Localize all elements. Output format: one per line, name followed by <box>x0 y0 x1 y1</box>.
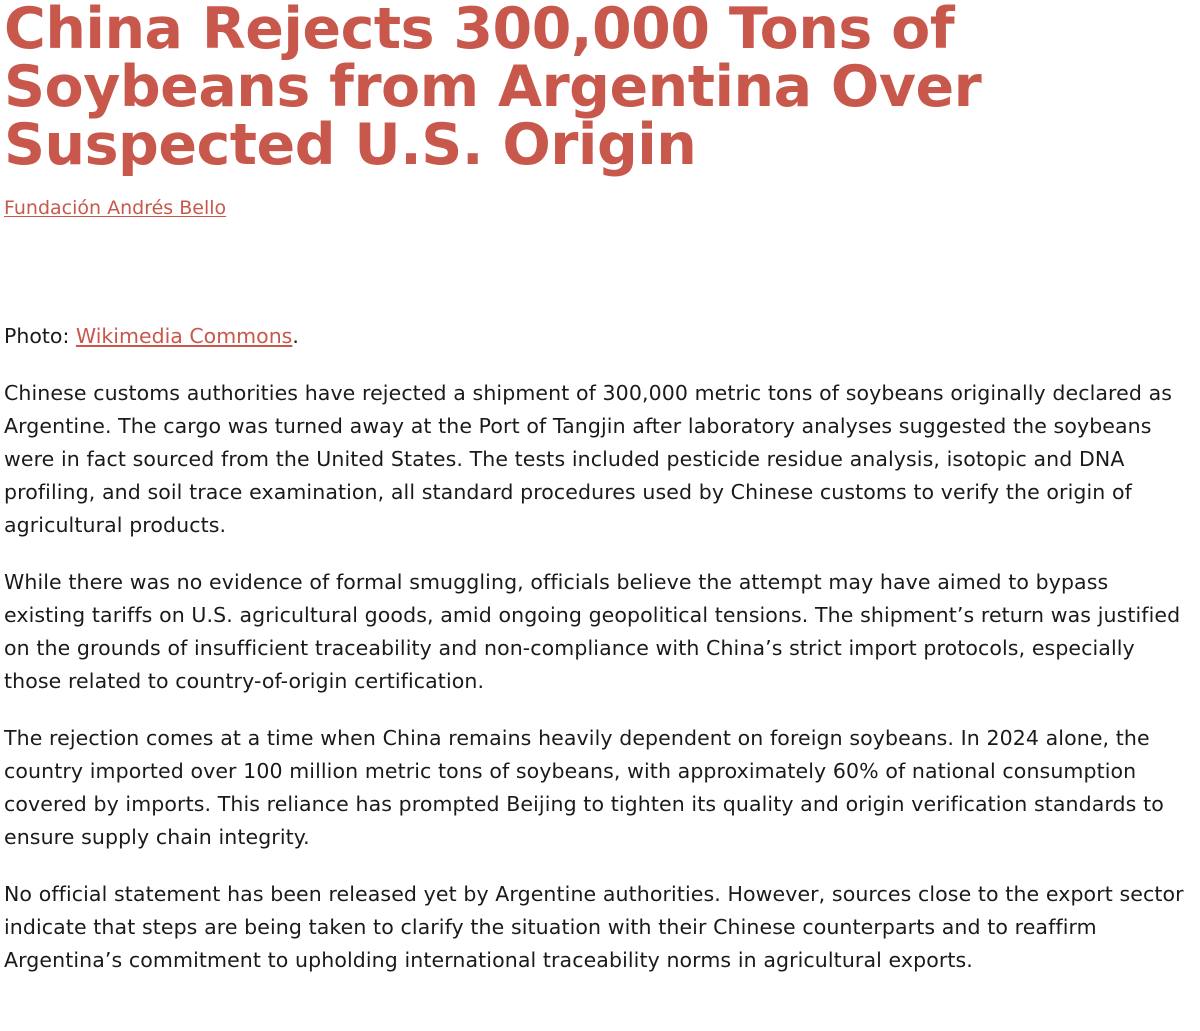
photo-credit-suffix: . <box>292 324 299 348</box>
body-paragraph: While there was no evidence of formal smuggling, officials believe the attempt may have aimed to bypass existing tariffs on U.S. agricultural goods, amid ongoing geopolitical tensions. The shipment’s return was justified on the grounds of insufficient traceability and non-compliance with China’s strict import protocols, especially those related to country-of-origin certification. <box>4 570 1181 693</box>
body-paragraph: The rejection comes at a time when China remains heavily dependent on foreign soybeans. In 2024 alone, the country imported over 100 million metric tons of soybeans, with approximately 60% of national consumption covered by imports. This reliance has prompted Beijing to tighten its quality and origin verification standards to ensure supply chain integrity. <box>4 726 1164 849</box>
article-title: China Rejects 300,000 Tons of Soybeans from Argentina Over Suspected U.S. Origin <box>4 0 982 178</box>
body-paragraph: No official statement has been released yet by Argentine authorities. However, sources close to the export sector indicate that steps are being taken to clarify the situation with their Chinese counterparts and to reaffirm Argentina’s commitment to upholding international traceability norms in agricultural exports. <box>4 882 1184 972</box>
byline <box>4 196 1196 220</box>
article <box>4 0 1196 977</box>
photo-credit-prefix: Photo: <box>4 324 76 348</box>
author-link[interactable]: Fundación Andrés Bello <box>4 197 227 219</box>
photo-source-link[interactable]: Wikimedia Commons <box>75 324 293 348</box>
body-paragraph: Chinese customs authorities have rejected a shipment of 300,000 metric tons of soybeans originally declared as Argentine. The cargo was turned away at the Port of Tangjin after laboratory analyses suggested the soybeans were in fact sourced from the United States. The tests included pesticide residue analysis, isotopic and DNA profiling, and soil trace examination, all standard procedures used by Chinese customs to verify the origin of agricultural products. <box>4 381 1173 537</box>
photo-credit <box>4 320 1196 353</box>
article-body <box>4 377 1196 977</box>
